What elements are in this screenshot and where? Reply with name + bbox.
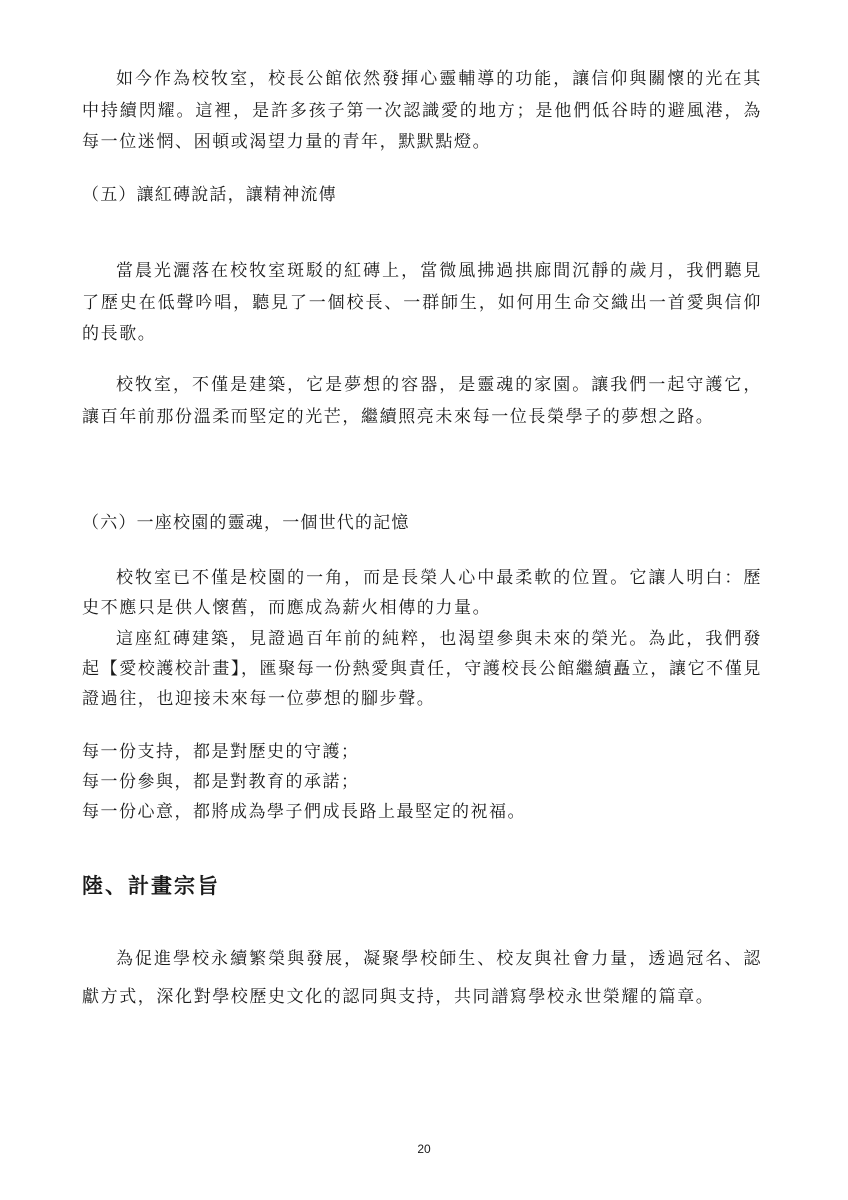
section-title: 陸、計畫宗旨 xyxy=(82,874,220,898)
subheading-six: （六）一座校園的靈魂，一個世代的記憶 xyxy=(82,513,410,533)
paragraph-red-brick-morning: 當晨光灑落在校牧室斑駁的紅磚上，當微風拂過拱廊間沉靜的歲月，我們聽見了歷史在低聲吟唱，聽見了一個校長、一群師生，如何用生命交織出一首愛與信仰的長歌。 xyxy=(82,261,762,344)
paragraph-plan-purpose: 為促進學校永續繁榮與發展，凝聚學校師生、校友與社會力量，透過冠名、認獻方式，深化對學校歷史文化的認同與支持，共同譜寫學校永世榮耀的篇章。 xyxy=(82,949,762,1007)
pledge-line: 每一份心意，都將成為學子們成長路上最堅定的祝福。 xyxy=(82,802,526,822)
page-number: 20 xyxy=(417,1142,431,1156)
paragraph-campus-soul: 校牧室已不僅是校園的一角，而是長榮人心中最柔軟的位置。它讓人明白：歷史不應只是供人懷舊，而應成為薪火相傳的力量。 xyxy=(82,568,762,618)
pledge-line: 每一份參與，都是對教育的承諾； xyxy=(82,772,360,792)
subheading-five: （五）讓紅磚說話，讓精神流傳 xyxy=(82,185,337,205)
paragraph-chaplain-office-dream: 校牧室，不僅是建築，它是夢想的容器，是靈魂的家園。讓我們一起守護它，讓百年前那份溫柔而堅定的光芒，繼續照亮未來每一位長榮學子的夢想之路。 xyxy=(82,375,762,427)
paragraph-school-chaplain-role: 如今作為校牧室，校長公館依然發揮心靈輔導的功能，讓信仰與關懷的光在其中持續閃耀。這裡，是許多孩子第一次認識愛的地方；是他們低谷時的避風港，為每一位迷惘、困頓或渴望力量的青年，默默點燈。 xyxy=(82,69,762,152)
pledge-lines xyxy=(82,737,526,827)
pledge-line: 每一份支持，都是對歷史的守護； xyxy=(82,742,360,762)
paragraph-love-school-plan: 這座紅磚建築，見證過百年前的純粹，也渴望參與未來的榮光。為此，我們發起【愛校護校計畫】，匯聚每一份熱愛與責任，守護校長公館繼續矗立，讓它不僅見證過往，也迎接未來每一位夢想的腳步聲。 xyxy=(82,629,762,709)
